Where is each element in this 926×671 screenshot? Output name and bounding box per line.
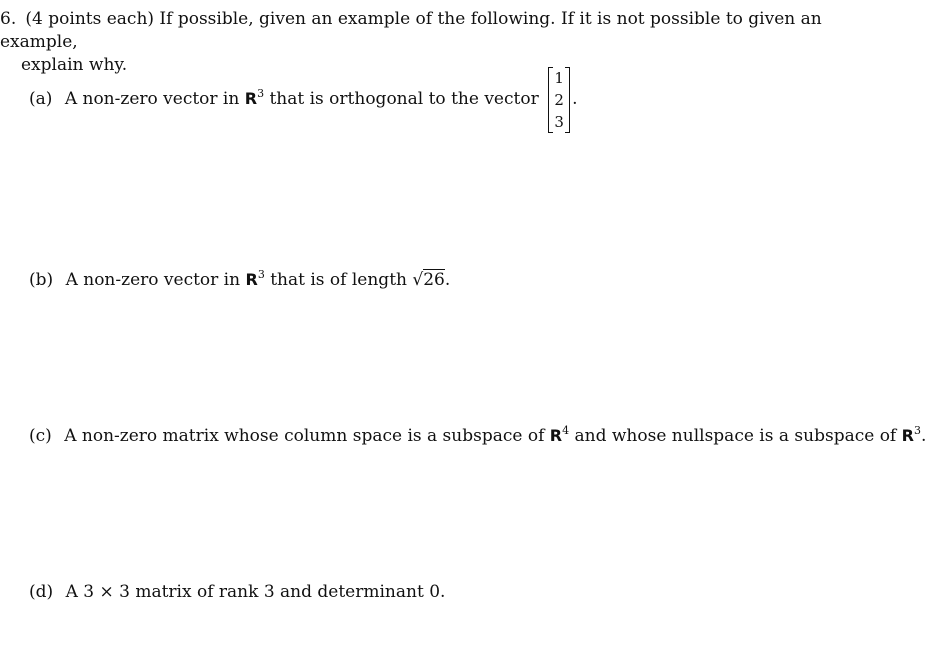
vector-entry-2: 2 (554, 90, 564, 109)
part-d-text: A 3 × 3 matrix of rank 3 and determinant 0. (65, 582, 446, 602)
square-root (412, 268, 444, 292)
problem-intro-line1: (4 points each) If possible, given an example of the following. If it is not possible to given an example, (0, 9, 822, 52)
part-a-exponent: 3 (257, 87, 265, 100)
part-c-field-symbol-2: R (901, 426, 914, 445)
part-a-text-after: that is orthogonal to the vector (269, 89, 539, 109)
part-d-label: (d) (29, 582, 54, 602)
part-b-text-after: that is of length (270, 270, 407, 290)
radicand: 26 (423, 270, 445, 290)
part-a-label: (a) (29, 89, 53, 109)
part-c-text-before: A non-zero matrix whose column space is a subspace of (64, 426, 545, 446)
part-b (29, 268, 450, 292)
vector-entry-1: 1 (554, 68, 564, 87)
part-a (29, 65, 578, 133)
part-c-text-middle: and whose nullspace is a subspace of (574, 426, 897, 446)
part-b-field-symbol: R (245, 270, 258, 289)
part-d (29, 580, 445, 604)
problem-intro-line2: explain why. (21, 55, 128, 75)
problem-number: 6. (0, 9, 17, 29)
part-c (29, 424, 926, 448)
radical-sign: √ (412, 270, 424, 290)
part-a-field-symbol: R (244, 89, 258, 108)
part-b-exponent: 3 (257, 268, 265, 281)
column-vector (548, 67, 570, 133)
part-b-end: . (444, 270, 451, 290)
part-a-end: . (572, 89, 578, 109)
part-c-exponent-2: 3 (913, 424, 921, 437)
part-c-field-symbol-1: R (549, 426, 563, 445)
part-c-exponent-1: 4 (562, 424, 570, 437)
part-b-text-before: A non-zero vector in (65, 270, 241, 290)
part-a-text-before: A non-zero vector in (64, 89, 240, 109)
part-c-end: . (920, 426, 926, 446)
part-b-label: (b) (29, 270, 54, 290)
part-c-label: (c) (29, 426, 52, 446)
vector-entry-3: 3 (554, 112, 564, 131)
